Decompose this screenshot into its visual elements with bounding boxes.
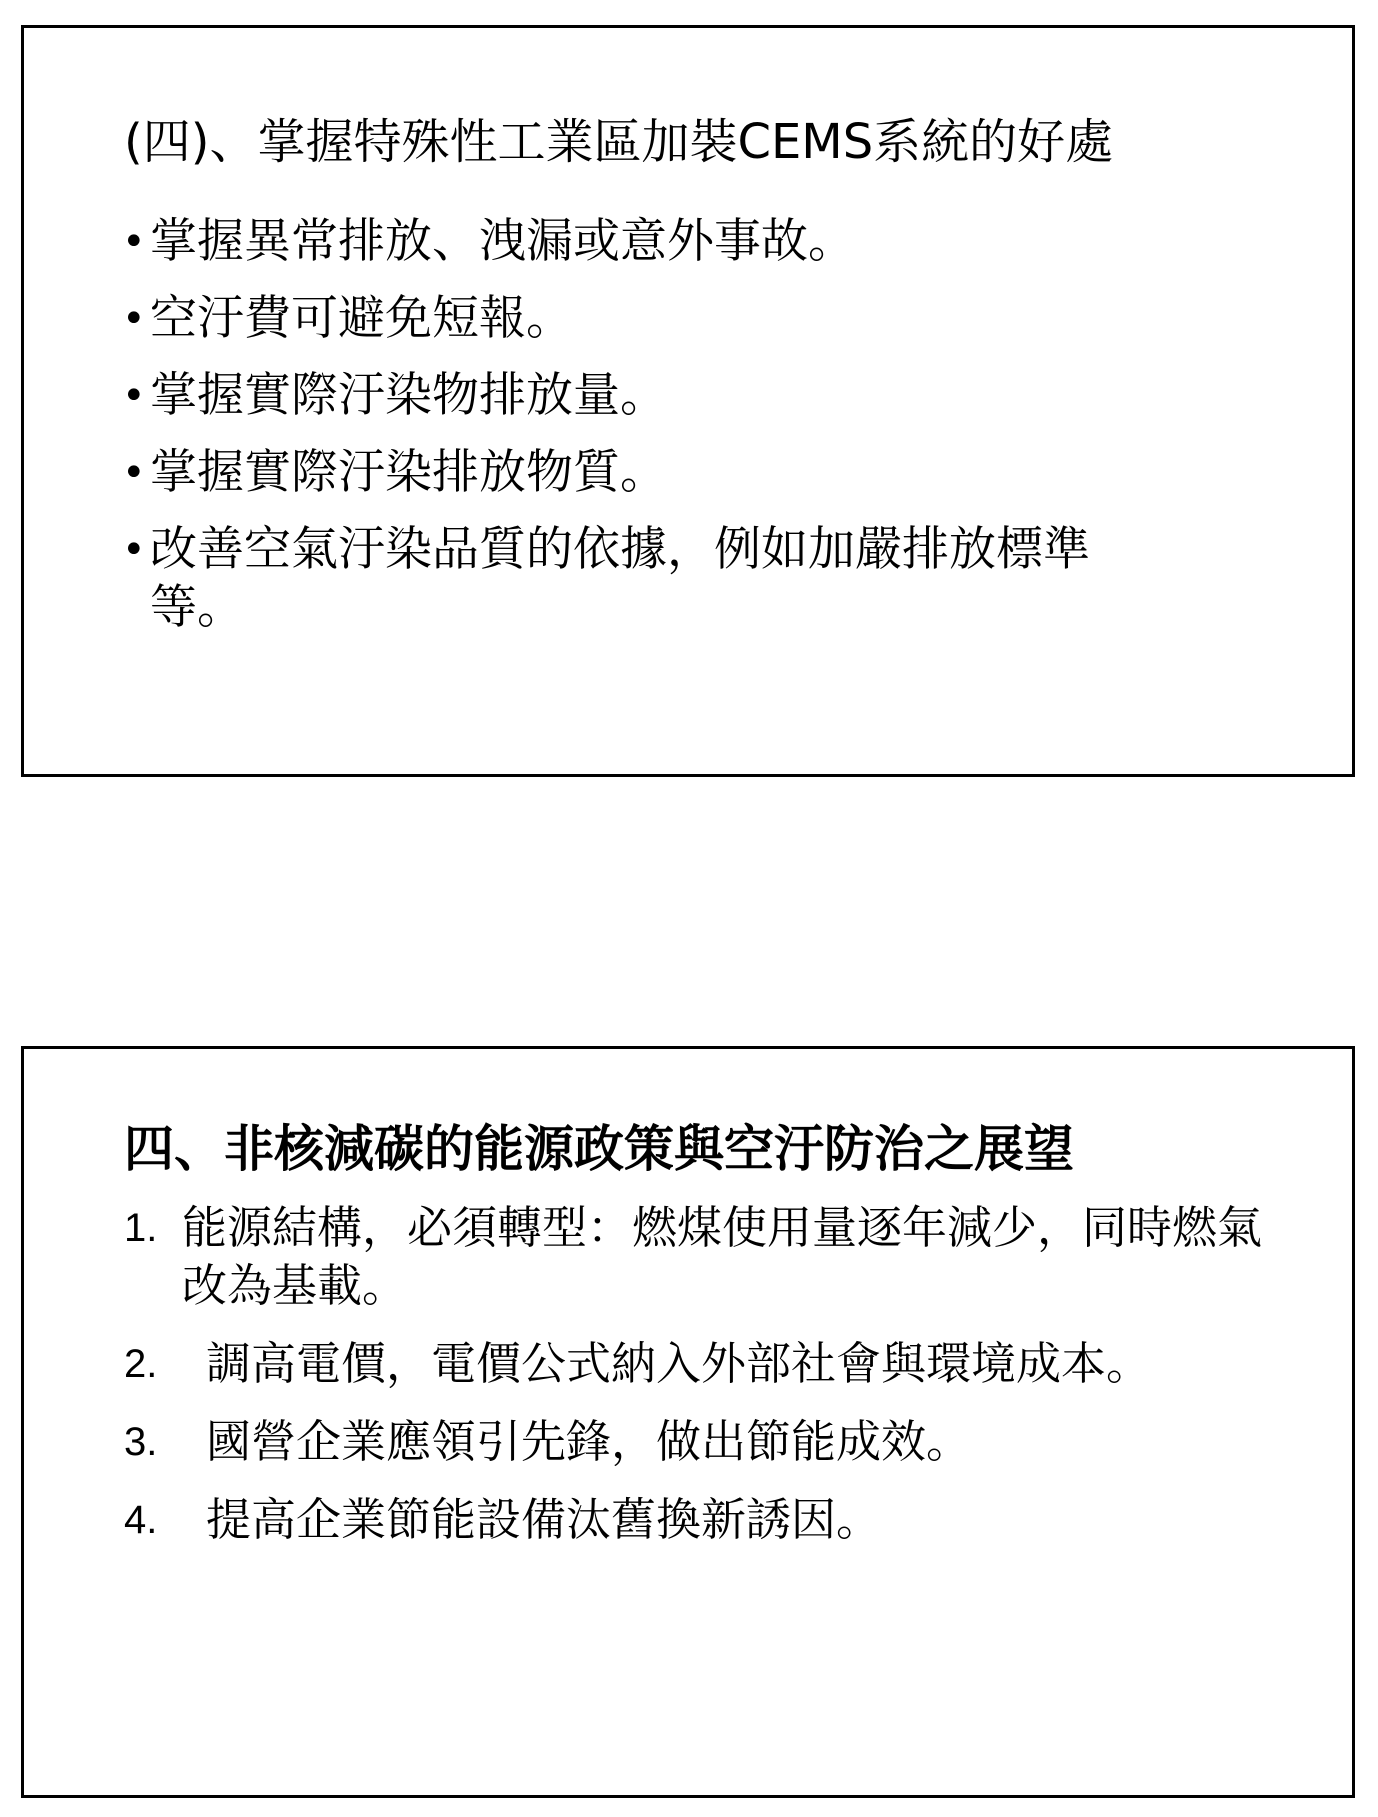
item-text: 能源結構，必須轉型：燃煤使用量逐年減少，同時燃氣改為基載。 (182, 1201, 1263, 1312)
slide-cems-benefits (21, 25, 1355, 777)
list-item (122, 367, 1232, 425)
bullet-text: 掌握異常排放、洩漏或意外事故。 (150, 214, 855, 269)
bullet-text: 空汙費可避免短報。 (150, 291, 573, 346)
item-text: 提高企業節能設備汰舊換新誘因。 (206, 1493, 882, 1546)
list-item (124, 1413, 1256, 1471)
list-item (122, 290, 1232, 348)
item-text: 國營企業應領引先鋒，做出節能成效。 (206, 1415, 972, 1468)
item-number: 1. (124, 1206, 158, 1250)
slide-title: 四、非核減碳的能源政策與空汙防治之展望 (124, 1120, 1074, 1178)
bullet-icon: • (122, 296, 146, 342)
bullet-text: 掌握實際汙染物排放量。 (150, 368, 667, 423)
bullet-list (122, 213, 1232, 656)
list-item (122, 444, 1232, 502)
list-item (124, 1491, 1256, 1549)
bullet-text: 改善空氣汙染品質的依據，例如加嚴排放標準等。 (150, 522, 1090, 635)
list-item (122, 521, 1232, 637)
item-number: 4. (124, 1498, 158, 1542)
slide-title: (四)、掌握特殊性工業區加裝CEMS系統的好處 (124, 114, 1114, 170)
slide-energy-policy-outlook (21, 1046, 1355, 1798)
item-text: 調高電價，電價公式納入外部社會與環境成本。 (206, 1337, 1152, 1390)
bullet-icon: • (122, 219, 146, 265)
bullet-icon: • (122, 450, 146, 496)
bullet-icon: • (122, 527, 146, 573)
item-number: 3. (124, 1420, 158, 1464)
numbered-list (124, 1199, 1264, 1569)
list-item (124, 1199, 1262, 1315)
list-item (122, 213, 1232, 271)
item-number: 2. (124, 1342, 158, 1386)
list-item (124, 1335, 1216, 1393)
bullet-icon: • (122, 373, 146, 419)
bullet-text: 掌握實際汙染排放物質。 (150, 445, 667, 500)
